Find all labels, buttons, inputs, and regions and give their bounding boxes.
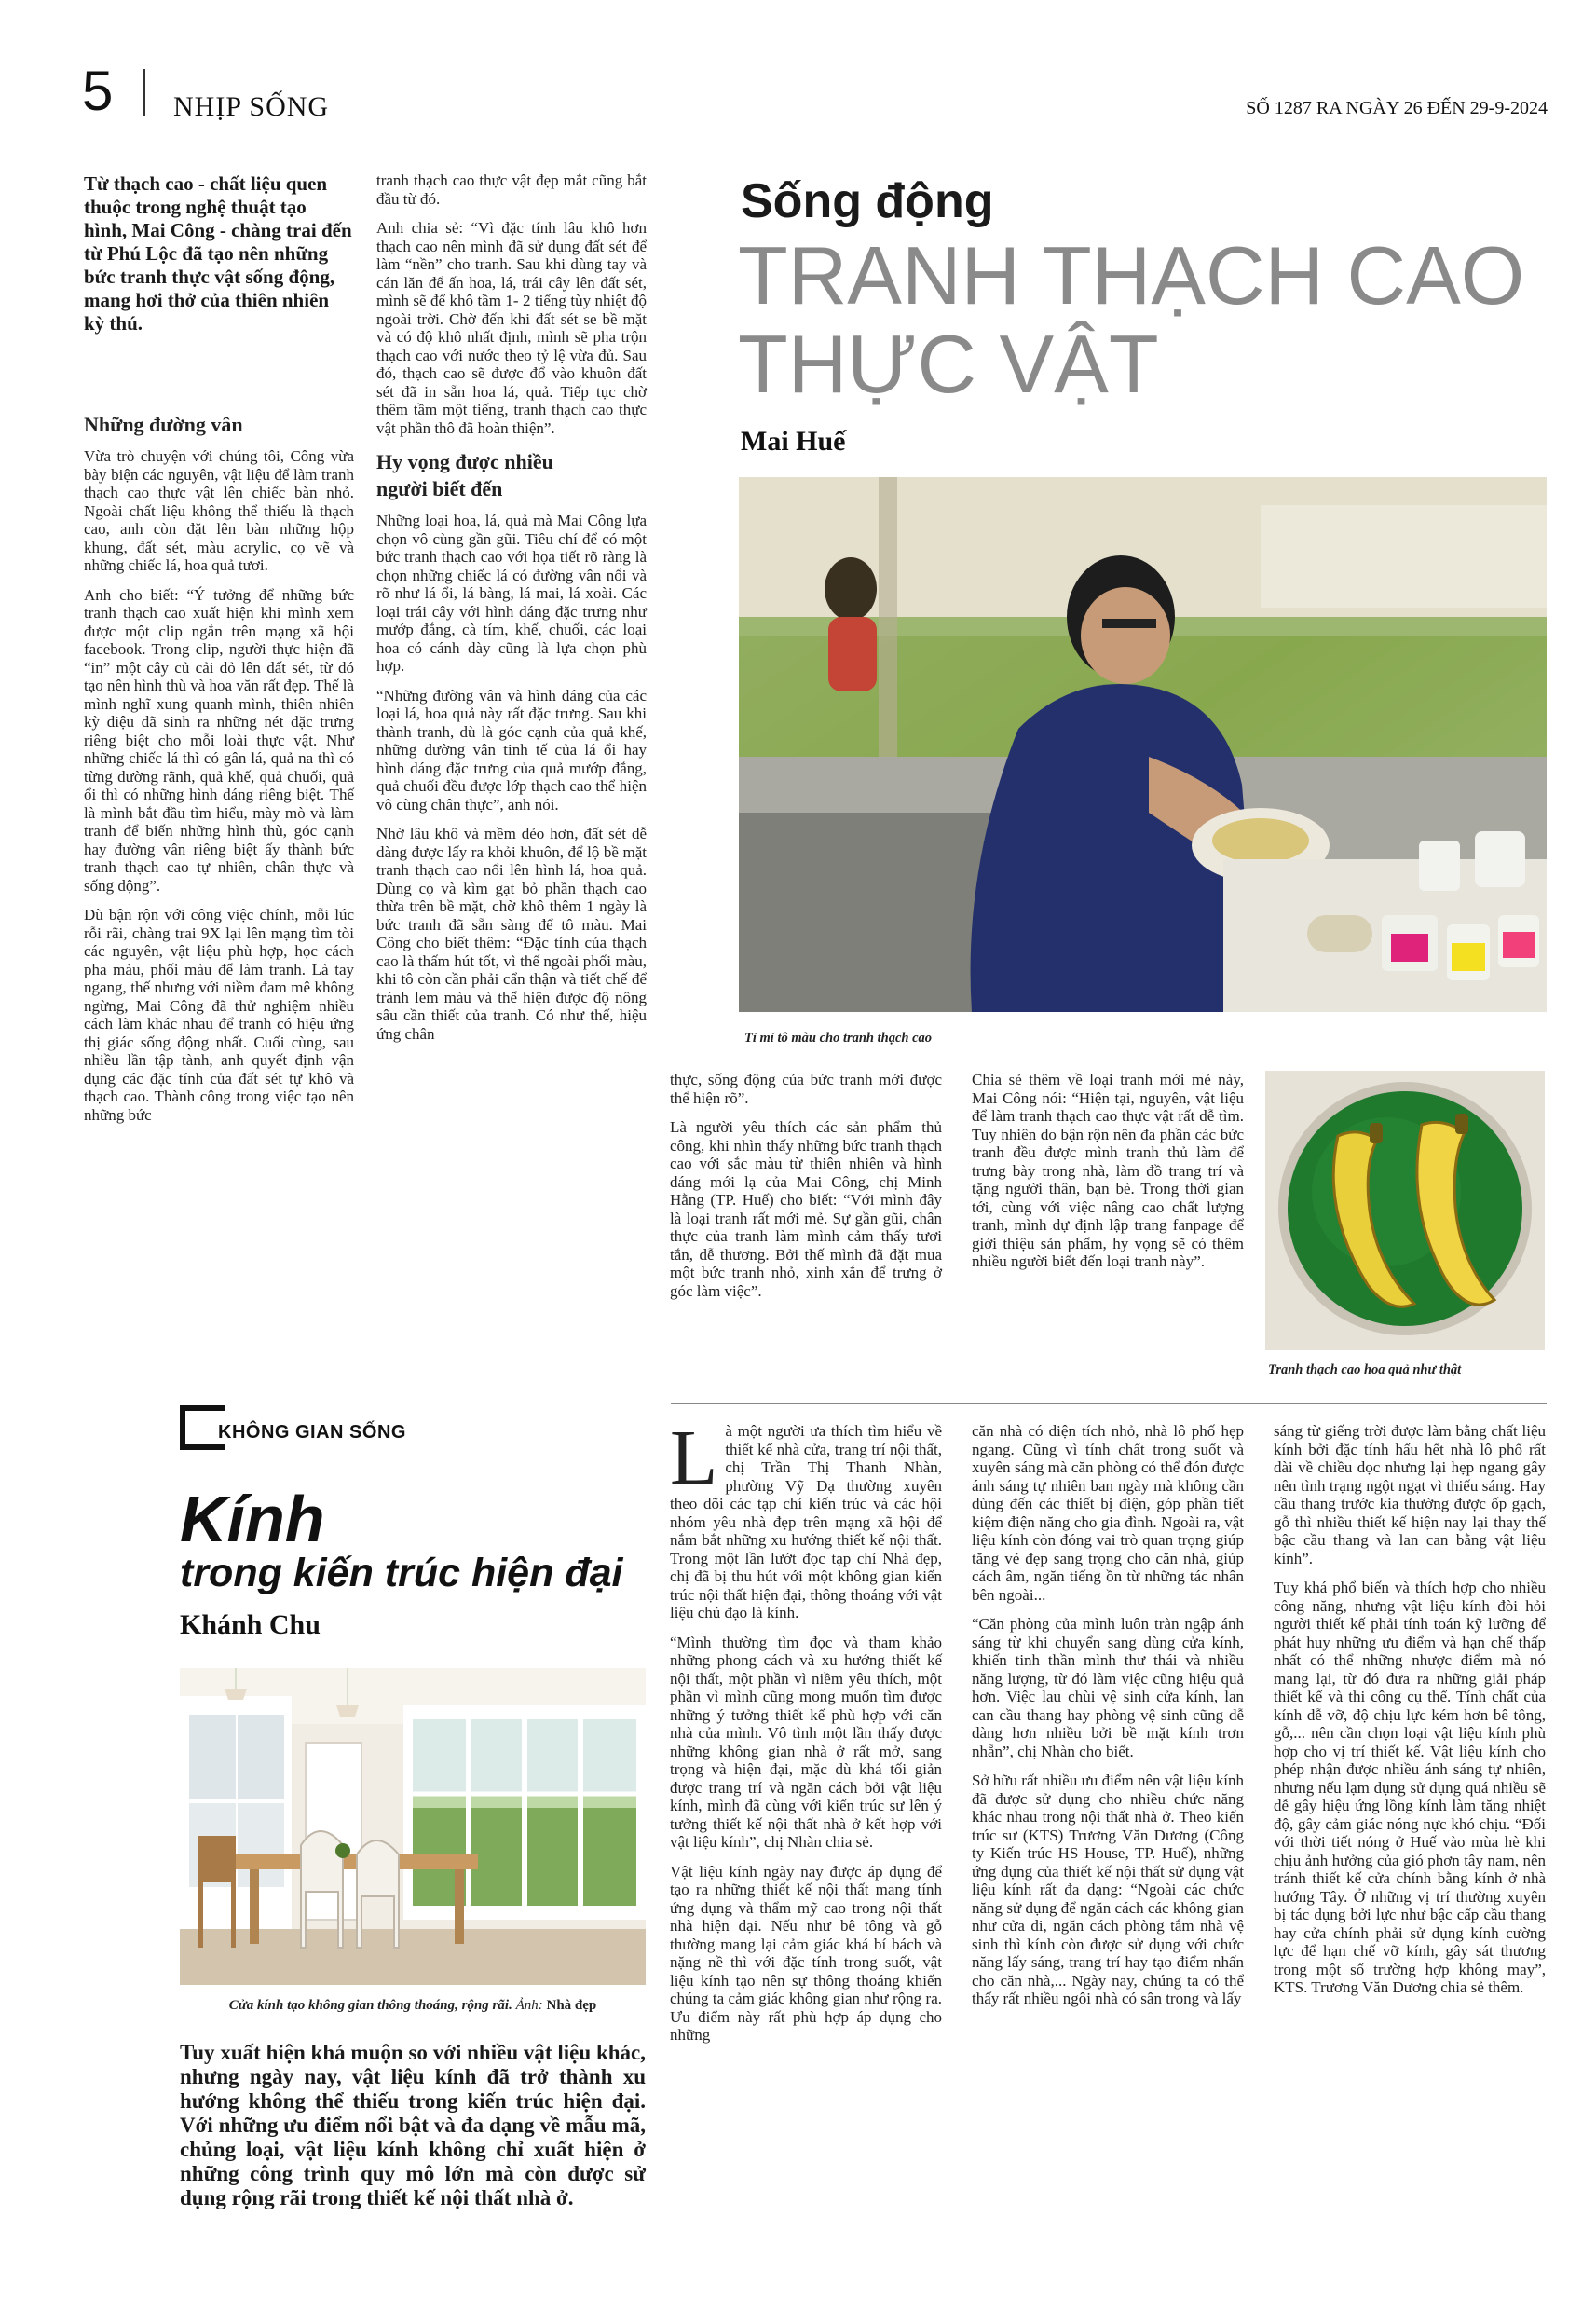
page-header [0, 56, 1596, 130]
paragraph: Dù bận rộn với công việc chính, mỗi lúc rỗi rãi, chàng trai 9X lại lên mạng tìm tòi các nguyên, vật liệu phù hợp, học cách pha màu, phối màu để làm tranh. Là tay ngang, thế nhưng với niềm đam mê không ngừng, Mai Công đã thử nghiệm nhiều cách làm khác nhau để tranh có hiệu ứng thị giác sống động nhất. Cuối cùng, sau nhiều lần tập tành, anh quyết định vận dụng các đặc tính của đất sét tự khô và thạch cao. Thành công trong việc tạo nên những bức [84, 906, 354, 1124]
paragraph: Anh cho biết: “Ý tưởng để những bức tranh thạch cao xuất hiện khi mình xem được một clip ngắn trên mạng xã hội facebook. Trong clip, người thực hiện đã “in” một cây củ cải đỏ lên đất sét, từ đó tạo nên hình thù và hoa văn rất đẹp. Thế là mình nghĩ xung quanh mình, thiên nhiên kỳ diệu đã sinh ra những nét đặc trưng riêng biệt cho mỗi loài thực vật. Như những chiếc lá thì có gân lá, quả na thì có từng đường rãnh, quả khế, quả chuối, quả ổi thì có những hình dáng riêng biệt. Thế là mình bắt đầu tìm hiểu, mày mò và làm tranh để biến những hình thù, góc cạnh hay đường vân riêng biệt ấy thành bức tranh thạch cao tự nhiên, chân thực và sống động”. [84, 585, 355, 895]
photo3-credit: Nhà đẹp [546, 1998, 597, 2013]
article1-title-line2: THỰC VẬT [738, 318, 1159, 410]
article1-col4 [972, 1071, 1244, 1282]
paragraph: Tuy khá phổ biến và thích hợp cho nhiều công năng, nhưng vật liệu kính đòi hỏi người thiết kế phải tính toán kỹ lưỡng để phát huy những ưu điểm và hạn chế thấp nhất có thể những nhược điểm mà nó mang lại, từ đó đưa ra những giải pháp thiết kế và thi công cụ thể. Tính chất của kính dễ vỡ, độ chịu lực kém hơn bê tông, gỗ,... nên cần chọn loại vật liệu kính phù hợp cho vị trí thiết kế. Vật liệu kính cho phép nhận được nhiều ánh sáng tự nhiên, nhưng nếu lạm dụng sử dụng quá nhiều sẽ dễ gây hiệu ứng lồng kính làm tăng nhiệt độ, gây cảm giác nóng nực khó chịu. “Đối với thời tiết nóng ở Huế vào mùa hè khi chịu ảnh hưởng của gió phơn tây nam, nên tránh thiết kế cửa chính bằng kính ở nhà hướng Tây. Ở những vị trí thường xuyên bị tác dụng bởi lực như bậc cấp cầu thang hay cửa chính phải sử dụng kính cường lực để hạn chế vỡ kính, gây sát thương trong một số trường hợp không may”, KTS. Trương Văn Dương chia sẻ thêm. [1274, 1579, 1546, 1996]
article1-author: Mai Huế [741, 426, 846, 457]
article1-col1 [84, 405, 354, 1135]
section-title: NHỊP SỐNG [173, 91, 330, 122]
paragraph: Vật liệu kính ngày nay được áp dụng để tạo ra những thiết kế nội thất mang tính ứng dụng và thẩm mỹ cao trong nội thất nhà hiện đại. Nếu như bê tông và gỗ thường mang lại cảm giác khá bí bách và nặng nề thì với đặc tính trong suốt, vật liệu kính tạo nên sự thông thoáng khiến chúng ta cảm giác không gian như rộng ra. Ưu điểm này rất phù hợp áp dụng cho những [670, 1862, 942, 2044]
photo-glass-interior [180, 1668, 646, 1985]
article1-title-line1: TRANH THẠCH CAO [738, 229, 1525, 321]
subhead-hy-vong: Hy vọng được nhiều người biết đến [376, 450, 553, 500]
article2-title: Kính [180, 1483, 325, 1555]
photo3-caption-text: Cửa kính tạo không gian thông thoáng, rộng rãi. [228, 1998, 512, 2013]
paragraph: “Mình thường tìm đọc và tham khảo những phong cách và xu hướng thiết kế nội thất, một phần vì niềm yêu thích, một phần vì mình cũng mong muốn tìm được những ý tưởng thiết kế phù hợp với căn nhà của mình. Vô tình một lần thấy được những không gian nhà ở rất mở, sang trọng và hiện đại, mặc dù khá tối giản được trang trí và ngăn cách bởi vật liệu kính, mình đã cùng với kiến trúc sư lên ý tưởng thiết kế nội thất nhà ở kết hợp với vật liệu kính”, chị Nhàn chia sẻ. [670, 1633, 942, 1851]
article-divider [671, 1403, 1547, 1404]
paragraph: thực, sống động của bức tranh mới được thể hiện rõ”. [670, 1071, 942, 1107]
paragraph: Anh chia sẻ: “Vì đặc tính lâu khô hơn thạch cao nên mình đã sử dụng đất sét để làm “nền” cho tranh. Sau khi dùng tay và cán lăn để ấn hoa, lá, trái cây lên đất sét, mình sẽ để khô tầm 1- 2 tiếng tùy nhiệt độ ngoài trời. Chờ đến khi đất sét se bề mặt và có độ khô nhất định, mình sẽ pha trộn thạch cao với nước theo tỷ lệ vừa đủ. Sau đó, thạch cao sẽ được đổ vào khuôn đất sét đã in sẵn hoa lá, quả. Tiếp tục chờ thêm tầm một tiếng, tranh thạch cao thực vật phần thô đã hoàn thiện”. [376, 219, 647, 437]
article2-subtitle: trong kiến trúc hiện đại [180, 1551, 623, 1595]
article2-col1 [670, 1415, 942, 2056]
photo2-caption: Tranh thạch cao hoa quả như thật [1268, 1362, 1462, 1377]
paragraph-first-text: à một người ưa thích tìm hiểu về thiết kế nhà cửa, trang trí nội thất, chị Trần Thị Thanh Nhàn, phường Vỹ Dạ thường xuyên theo dõi các tạp chí kiến trúc và các hội nhóm yêu nhà đẹp trên mạng xã hội để nắm bắt những xu hướng thiết kế nội thất. Trong một lần lướt đọc tạp chí Nhà đẹp, chị đã bị thu hút với một không gian kiến trúc nội thất hiện đại, thông thoáng với vật liệu chủ đạo là kính. [670, 1422, 942, 1621]
paragraph: căn nhà có diện tích nhỏ, nhà lô phố hẹp ngang. Cũng vì tính chất trong suốt và xuyên sáng mà căn phòng có thể đón được ánh sáng tự nhiên ban ngày mà không cần dùng đến các thiết bị điện, góp phần tiết kiệm điện năng cho gia đình. Ngoài ra, vật liệu kính còn đóng vai trò quan trọng giúp tăng vẻ đẹp sang trọng cho căn nhà, giúp cách âm, ngăn tiếng ồn từ những tác nhân bên ngoài... [972, 1422, 1244, 1604]
paragraph: Chia sẻ thêm về loại tranh mới mẻ này, Mai Công nói: “Hiện tại, nguyên, vật liệu để làm tranh thạch cao thực vật rất dễ tìm. Tuy nhiên do bận rộn nên đa phần các bức tranh đều được mình tranh thủ làm để trưng bày trong nhà, làm đồ trang trí và tặng người thân, bạn bè. Trong thời gian tới, cùng với việc nâng cao chất lượng tranh, mình dự định lập trang fanpage để giới thiệu sản phẩm, hy vọng sẽ có thêm nhiều người biết đến loại tranh này”. [972, 1071, 1244, 1270]
photo-banana-painting [1265, 1071, 1545, 1350]
paragraph: Vừa trò chuyện với chúng tôi, Công vừa bày biện các nguyên, vật liệu để làm tranh thạch cao thực vật lên chiếc bàn nhỏ. Ngoài chất liệu không thể thiếu là thạch cao, anh còn đặt lên bàn những hộp khung, đất sét, màu acrylic, cọ vẽ và những chiếc lá, hoa quả tươi. [84, 447, 354, 574]
paragraph: “Những đường vân và hình dáng của các loại lá, hoa quả này rất đặc trưng. Sau khi thành tranh, dù là góc cạnh của quả khế, những đường vân tinh tế của lá ổi hay hình dáng đặc trưng của quả mướp đắng, quả chuối đều được lớp thạch cao thể hiện vô cùng chân thực”, anh nói. [376, 686, 647, 814]
dropcap: L [670, 1415, 718, 1501]
photo-banana-painting-illustration [1265, 1071, 1545, 1350]
photo-artist-painting-illustration [739, 477, 1547, 1012]
photo-glass-interior-illustration [180, 1668, 646, 1985]
photo3-caption [180, 1998, 646, 2014]
paragraph: sáng từ giếng trời được làm bằng chất liệu kính bởi đặc tính hấu hết nhà lô phố rất dài về chiều dọc nhưng lại hẹp ngang gây nên tình trạng ngột ngạt vì thiếu sáng. Hay cầu thang trước kia thường được ốp gạch, gỗ thì nhiều thiết kế hiện nay lại thay thế bậc cầu thang và lan can bằng vật liệu kính”. [1274, 1422, 1546, 1567]
article1-col3 [670, 1071, 942, 1311]
article2-col2 [972, 1422, 1244, 2019]
article2-col3 [1274, 1422, 1546, 2008]
subhead-nhung-duong-van: Những đường vân [84, 413, 243, 436]
paragraph: Nhờ lâu khô và mềm dẻo hơn, đất sét dễ dàng được lấy ra khỏi khuôn, để lộ bề mặt tranh thạch cao nổi lên hình lá, hoa quả. Dùng cọ và kìm gạt bỏ phần thạch cao thừa trên bề mặt, chờ khô thêm 1 ngày là bức tranh đã sẵn sàng để tô màu. Mai Công cho biết thêm: “Đặc tính của thạch cao là thấm hút tốt, vì thế ngoài phối màu, khi tô còn cần phải cẩn thận và tiết chế để tránh lem màu và thể hiện được độ nông sâu cần thiết của tranh. Có như thế, hiệu ứng chân [376, 825, 647, 1043]
article1-lead: Từ thạch cao - chất liệu quen thuộc trong nghệ thuật tạo hình, Mai Công - chàng trai đến từ Phú Lộc đã tạo nên những bức tranh thực vật sống động, mang hơi thở của thiên nhiên kỳ thú. [84, 172, 352, 335]
article2-author: Khánh Chu [180, 1609, 321, 1640]
article1-kicker: Sống động [741, 174, 994, 228]
paragraph: Những loại hoa, lá, quả mà Mai Công lựa chọn vô cùng gần gũi. Tiêu chí để có một bức tranh thạch cao với họa tiết rõ ràng là chọn những chiếc lá có đường vân nổi và rõ như lá ổi, lá bàng, lá mai, lá xoài. Các loại trái cây với hình dáng đặc trưng như mướp đắng, cà tím, khế, chuối, các loại hoa có cánh dày cũng là lựa chọn phù hợp. [376, 512, 647, 675]
section-label: KHÔNG GIAN SỐNG [215, 1422, 409, 1443]
paragraph: Sở hữu rất nhiều ưu điểm nên vật liệu kính đã được sử dụng cho nhiều chức năng khác nhau trong nội thất nhà ở. Theo kiến trúc sư (KTS) Trương Văn Dương (Công ty Kiến trúc HS House, TP. Huế), những ứng dụng của thiết kế nội thất sử dụng vật liệu kính rất đa dạng: “Ngoài các chức năng sử dụng để ngăn cách các không gian như cửa đi, ngăn cách phòng tắm nhà vệ sinh thì kính còn được sử dụng với chức năng lấy sáng, trang trí hay tạo điểm nhấn cho căn nhà,... Ngày nay, chúng ta có thể thấy rất nhiều ngôi nhà có sân trong và lấy [972, 1772, 1244, 2007]
paragraph: Là người yêu thích các sản phẩm thủ công, khi nhìn thấy những bức tranh thạch cao với sắc màu từ thiên nhiên và hình dáng mới lạ của Mai Công, chị Minh Hằng (TP. Huế) cho biết: “Với mình đây là loại tranh rất mới mẻ. Sự gần gũi, chân thực của tranh làm mình cảm thấy tươi tắn, dễ thương. Bởi thế mình đã đặt mua một bức tranh nhỏ, xinh xắn để trưng ở góc làm việc”. [670, 1118, 942, 1300]
photo-artist-painting [739, 477, 1547, 1012]
issue-info: SỐ 1287 RA NGÀY 26 ĐẾN 29-9-2024 [1246, 98, 1548, 118]
photo3-credit-label: Ảnh: [515, 1998, 543, 2013]
photo1-caption: Tỉ mỉ tô màu cho tranh thạch cao [744, 1031, 933, 1046]
paragraph: tranh thạch cao thực vật đẹp mắt cũng bắt đầu từ đó. [376, 171, 647, 208]
paragraph-first [670, 1415, 942, 1622]
article2-lead: Tuy xuất hiện khá muộn so với nhiều vật liệu khác, nhưng ngày nay, vật liệu kính đã trở thành xu hướng không thể thiếu trong kiến trúc hiện đại. Với những ưu điểm nổi bật và đa dạng về mẫu mã, chủng loại, vật liệu kính không chỉ xuất hiện ở những công trình quy mô lớn mà còn được sử dụng rộng rãi trong thiết kế nội thất nhà ở. [180, 2041, 646, 2209]
paragraph: “Căn phòng của mình luôn tràn ngập ánh sáng từ khi chuyển sang dùng cửa kính, khiến tinh thần mình thư thái và nhiều năng lượng, từ đó làm việc cũng hiệu quả hơn. Việc lau chùi vệ sinh cửa kính, lan can cầu thang hay phòng vệ sinh cũng dễ dàng hơn nhiều bởi bề mặt kính trơn nhẵn”, chị Nhàn cho biết. [972, 1615, 1244, 1760]
page-number: 5 [82, 60, 114, 122]
article1-col2 [376, 171, 647, 1054]
header-divider [143, 69, 145, 116]
